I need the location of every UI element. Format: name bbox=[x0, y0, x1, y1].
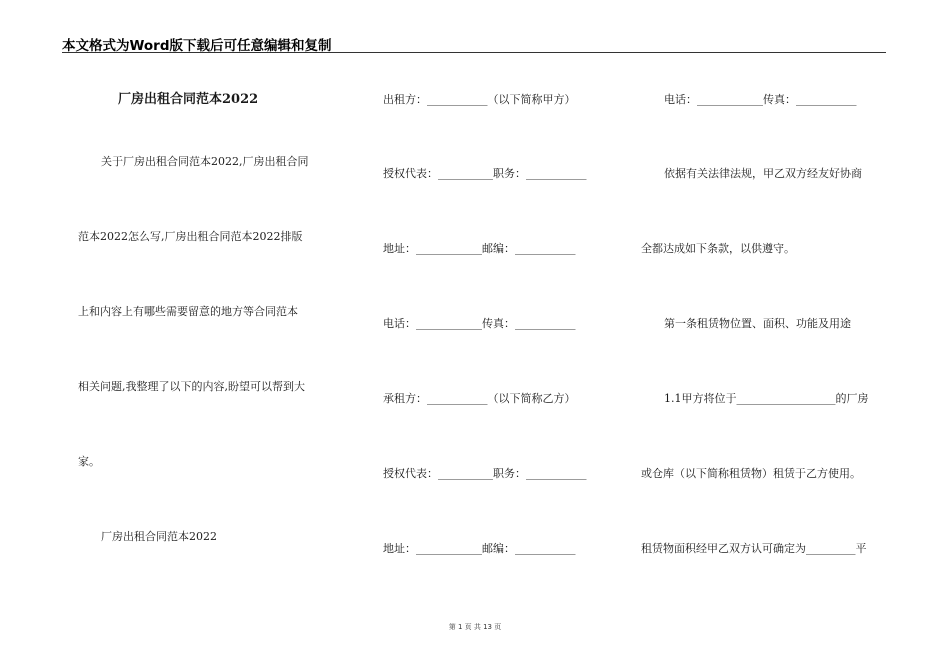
col1-line-4: 相关问题,我整理了以下的内容,盼望可以帮到大 bbox=[78, 380, 305, 393]
col1-line-3: 上和内容上有哪些需要留意的地方等合同范本 bbox=[78, 305, 298, 318]
col3-line-1: 电话：____________传真：___________ bbox=[664, 93, 857, 106]
col3-line-2: 依据有关法律法规，甲乙双方经友好协商 bbox=[664, 167, 862, 180]
col1-line-6: 厂房出租合同范本2022 bbox=[101, 530, 217, 543]
col1-line-5: 家。 bbox=[78, 455, 100, 468]
col3-line-3: 全都达成如下条款，以供遵守。 bbox=[641, 242, 795, 255]
col2-line-1: 出租方：___________（以下简称甲方） bbox=[383, 93, 576, 106]
col3-line-6: 或仓库（以下简称租赁物）租赁于乙方使用。 bbox=[641, 467, 861, 480]
col2-line-5: 承租方：___________（以下简称乙方） bbox=[383, 392, 576, 405]
page-header: 本文格式为Word版下载后可任意编辑和复制 bbox=[62, 38, 332, 54]
col1-line-1: 关于厂房出租合同范本2022,厂房出租合同 bbox=[101, 155, 309, 168]
col2-line-4: 电话：____________传真：___________ bbox=[383, 317, 576, 330]
col3-line-4: 第一条租赁物位置、面积、功能及用途 bbox=[664, 317, 851, 330]
col3-line-7: 租赁物面积经甲乙双方认可确定为_________平 bbox=[641, 542, 867, 555]
page-footer: 第 1 页 共 13 页 bbox=[448, 623, 502, 631]
col2-line-7: 地址：____________邮编：___________ bbox=[383, 542, 576, 555]
col1-line-2: 范本2022怎么写,厂房出租合同范本2022排版 bbox=[78, 230, 303, 243]
col2-line-3: 地址：____________邮编：___________ bbox=[383, 242, 576, 255]
header-rule bbox=[62, 52, 886, 53]
doc-title: 厂房出租合同范本2022 bbox=[118, 92, 259, 107]
col2-line-2: 授权代表：__________职务：___________ bbox=[383, 167, 587, 180]
col3-line-5: 1.1甲方将位于__________________的厂房 bbox=[664, 392, 869, 405]
col2-line-6: 授权代表：__________职务：___________ bbox=[383, 467, 587, 480]
